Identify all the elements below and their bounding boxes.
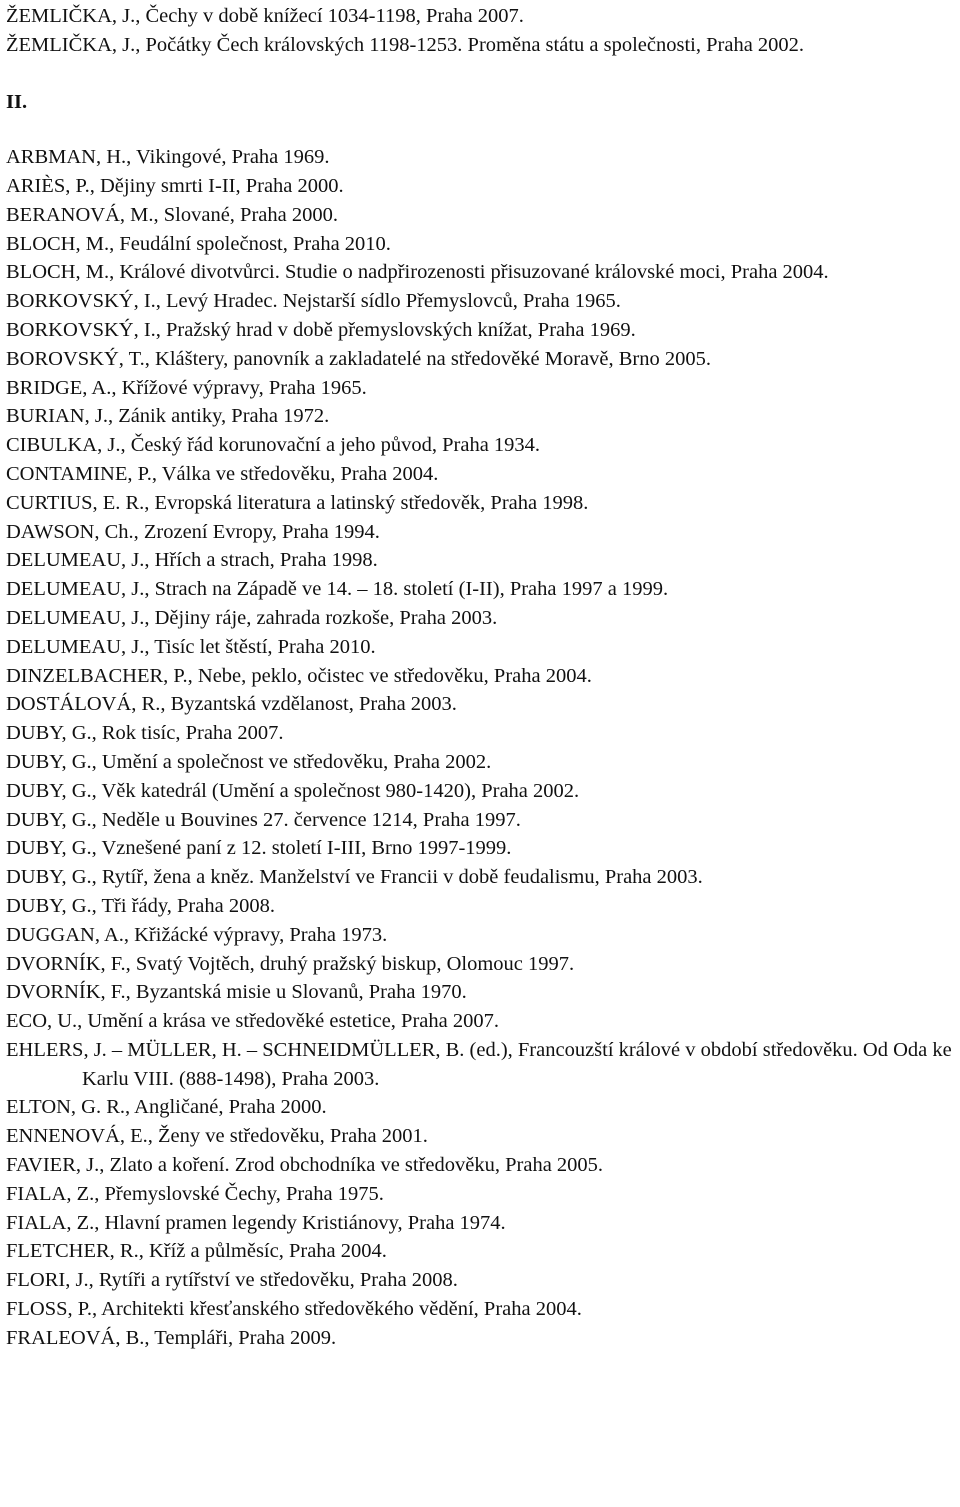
bibliography-entry: DELUMEAU, J., Strach na Západě ve 14. – 18. století (I-II), Praha 1997 a 1999. [6,578,669,601]
bibliography-entry: ARBMAN, H., Vikingové, Praha 1969. [6,146,330,169]
bibliography-entry: DAWSON, Ch., Zrození Evropy, Praha 1994. [6,520,380,543]
bibliography-entry: ELTON, G. R., Angličané, Praha 2000. [6,1096,327,1119]
bibliography-entry: FLORI, J., Rytíři a rytířství ve středověku, Praha 2008. [6,1269,458,1292]
bibliography-section-one [6,2,956,60]
bibliography-entry: FLETCHER, R., Kříž a půlměsíc, Praha 2004. [6,1240,387,1263]
bibliography-entry: DUBY, G., Vznešené paní z 12. století I-III, Brno 1997-1999. [6,837,512,860]
bibliography-entry: ENNENOVÁ, E., Ženy ve středověku, Praha 2001. [6,1125,428,1148]
section-spacer [6,60,956,89]
bibliography-entry: DUBY, G., Rok tisíc, Praha 2007. [6,722,284,745]
bibliography-entry: DELUMEAU, J., Hřích a strach, Praha 1998. [6,549,378,572]
bibliography-entry: DUBY, G., Neděle u Bouvines 27. července 1214, Praha 1997. [6,808,521,831]
bibliography-entry: CURTIUS, E. R., Evropská literatura a latinský středověk, Praha 1998. [6,491,589,514]
bibliography-entry: DELUMEAU, J., Dějiny ráje, zahrada rozkoše, Praha 2003. [6,606,498,629]
bibliography-section-two [6,143,956,1352]
bibliography-entry: BURIAN, J., Zánik antiky, Praha 1972. [6,405,330,428]
bibliography-entry: FIALA, Z., Hlavní pramen legendy Kristiánovy, Praha 1974. [6,1211,506,1234]
bibliography-entry: DELUMEAU, J., Tisíc let štěstí, Praha 2010. [6,635,376,658]
bibliography-entry: BLOCH, M., Králové divotvůrci. Studie o nadpřirozenosti přisuzované královské moci, Praha 2004. [6,261,829,284]
bibliography-entry: DINZELBACHER, P., Nebe, peklo, očistec ve středověku, Praha 2004. [6,664,592,687]
bibliography-entry: DUBY, G., Věk katedrál (Umění a společnost 980-1420), Praha 2002. [6,779,580,802]
bibliography-entry: DUBY, G., Tři řády, Praha 2008. [6,894,275,917]
bibliography-entry: CONTAMINE, P., Válka ve středověku, Praha 2004. [6,462,439,485]
bibliography-entry: BERANOVÁ, M., Slované, Praha 2000. [6,203,338,226]
bibliography-entry: FRALEOVÁ, B., Templáři, Praha 2009. [6,1326,337,1349]
section-spacer [6,117,956,143]
bibliography-entry: DUBY, G., Rytíř, žena a kněz. Manželství ve Francii v době feudalismu, Praha 2003. [6,866,703,889]
bibliography-entry: EHLERS, J. – MÜLLER, H. – SCHNEIDMÜLLER, B. (ed.), Francouzští králové v období středověku. Od Oda ke Karlu VIII. (888-1498), Praha 2003. [6,1038,952,1090]
bibliography-entry: BLOCH, M., Feudální společnost, Praha 2010. [6,232,391,255]
bibliography-entry: FIALA, Z., Přemyslovské Čechy, Praha 1975. [6,1182,384,1205]
bibliography-page [6,2,956,1353]
bibliography-entry: ECO, U., Umění a krása ve středověké estetice, Praha 2007. [6,1010,499,1033]
bibliography-entry: DVORNÍK, F., Svatý Vojtěch, druhý pražský biskup, Olomouc 1997. [6,952,575,975]
bibliography-entry: DUBY, G., Umění a společnost ve středověku, Praha 2002. [6,750,492,773]
bibliography-entry: ŽEMLIČKA, J., Počátky Čech královských 1198-1253. Proměna státu a společnosti, Praha 2002. [6,33,805,56]
bibliography-entry: DOSTÁLOVÁ, R., Byzantská vzdělanost, Praha 2003. [6,693,457,716]
bibliography-entry: ARIÈS, P., Dějiny smrti I-II, Praha 2000. [6,174,344,197]
bibliography-entry: DVORNÍK, F., Byzantská misie u Slovanů, Praha 1970. [6,981,467,1004]
bibliography-entry: BRIDGE, A., Křížové výpravy, Praha 1965. [6,376,367,399]
bibliography-entry: FAVIER, J., Zlato a koření. Zrod obchodníka ve středověku, Praha 2005. [6,1154,604,1177]
bibliography-entry: BOROVSKÝ, T., Kláštery, panovník a zakladatelé na středověké Moravě, Brno 2005. [6,347,711,370]
bibliography-entry: FLOSS, P., Architekti křesťanského středověkého vědění, Praha 2004. [6,1298,582,1321]
bibliography-entry: ŽEMLIČKA, J., Čechy v době knížecí 1034-1198, Praha 2007. [6,5,524,27]
bibliography-entry: BORKOVSKÝ, I., Pražský hrad v době přemyslovských knížat, Praha 1969. [6,318,636,341]
bibliography-entry: DUGGAN, A., Křižácké výpravy, Praha 1973. [6,923,388,946]
bibliography-entry: CIBULKA, J., Český řád korunovační a jeho původ, Praha 1934. [6,434,541,457]
section-heading: II. [6,91,28,114]
bibliography-entry: BORKOVSKÝ, I., Levý Hradec. Nejstarší sídlo Přemyslovců, Praha 1965. [6,290,621,313]
